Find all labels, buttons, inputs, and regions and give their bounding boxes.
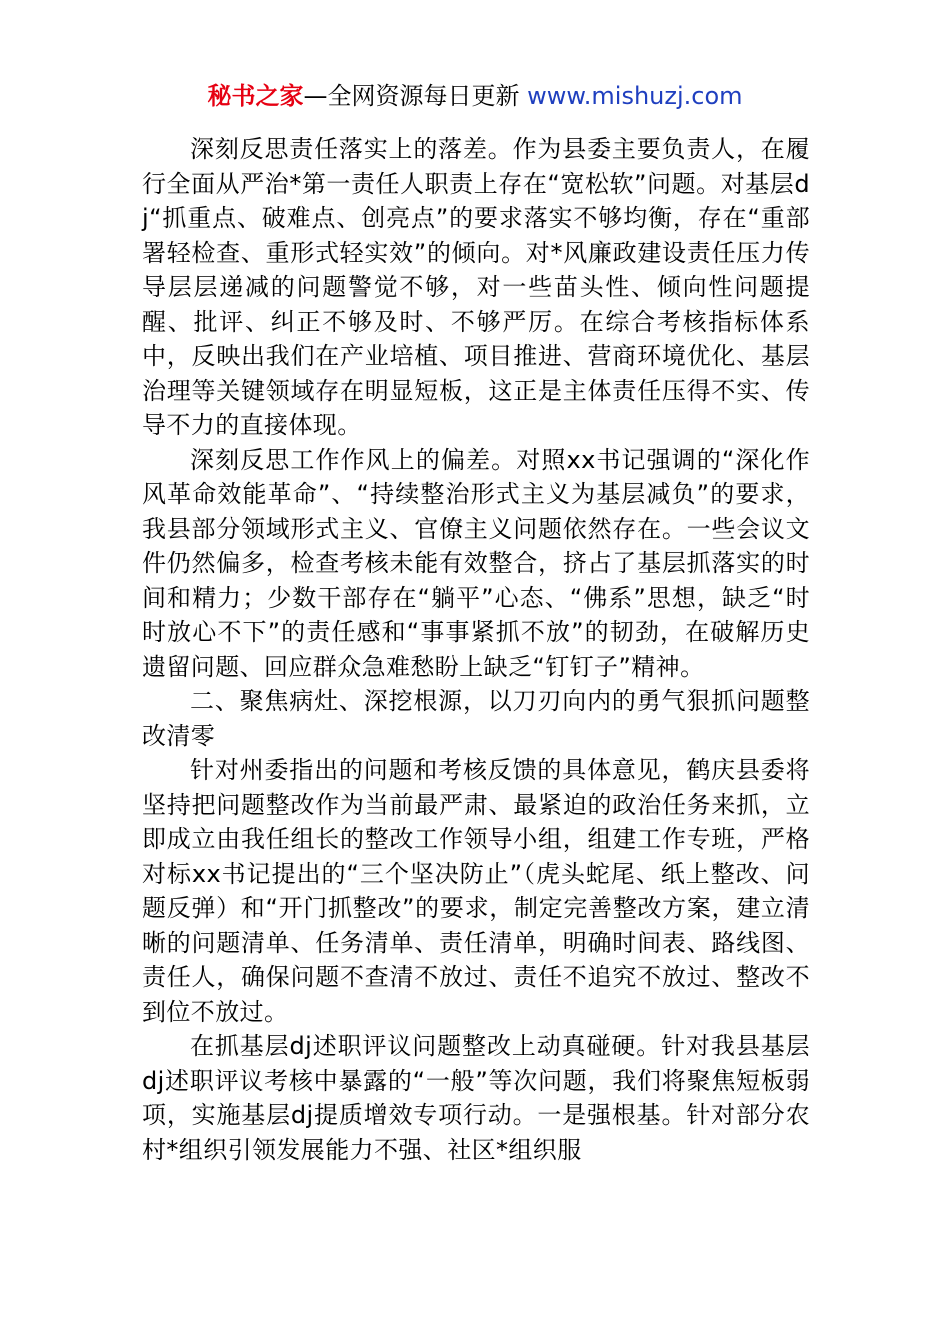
header-url-link[interactable]: www.mishuzj.com (527, 82, 743, 110)
header-tagline: —全网资源每日更新 (303, 82, 528, 110)
paragraph-responsibility-gap: 深刻反思责任落实上的落差。作为县委主要负责人，在履行全面从严治*第一责任人职责上存在“宽松软”问题。对基层dj“抓重点、破难点、创亮点”的要求落实不够均衡，存在“重部署轻检查、重形式轻实效”的倾向。对*风廉政建设责任压力传导层层递减的问题警觉不够，对一些苗头性、倾向性问题提醒、批评、纠正不够及时、不够严厉。在综合考核指标体系中，反映出我们在产业培植、项目推进、营商环境优化、基层治理等关键领域存在明显短板，这正是主体责任压得不实、传导不力的直接体现。 (142, 135, 810, 439)
document-body (142, 132, 810, 1167)
section-heading-rectification: 二、聚焦病灶、深挖根源，以刀刃向内的勇气狠抓问题整改清零 (142, 687, 810, 750)
paragraph-rectification-plan: 针对州委指出的问题和考核反馈的具体意见，鹤庆县委将坚持把问题整改作为当前最严肃、最紧迫的政治任务来抓，立即成立由我任组长的整改工作领导小组，组建工作专班，严格对标xx书记提出的“三个坚决防止”（虎头蛇尾、纸上整改、问题反弹）和“开门抓整改”的要求，制定完善整改方案，建立清晰的问题清单、任务清单、责任清单，明确时间表、路线图、责任人，确保问题不查清不放过、责任不追究不放过、整改不到位不放过。 (142, 756, 810, 1026)
header-brand: 秘书之家 (207, 82, 304, 110)
paragraph-grassroots-review: 在抓基层dj述职评议问题整改上动真碰硬。针对我县基层dj述职评议考核中暴露的“一般”等次问题，我们将聚焦短板弱项，实施基层dj提质增效专项行动。一是强根基。针对部分农村*组织引领发展能力不强、社区*组织服 (142, 1032, 810, 1164)
page-header (0, 80, 950, 112)
paragraph-work-style-deviation: 深刻反思工作作风上的偏差。对照xx书记强调的“深化作风革命效能革命”、“持续整治形式主义为基层减负”的要求，我县部分领域形式主义、官僚主义问题依然存在。一些会议文件仍然偏多，检查考核未能有效整合，挤占了基层抓落实的时间和精力；少数干部存在“躺平”心态、“佛系”思想，缺乏“时时放心不下”的责任感和“事事紧抓不放”的韧劲，在破解历史遗留问题、回应群众急难愁盼上缺乏“钉钉子”精神。 (142, 445, 810, 681)
